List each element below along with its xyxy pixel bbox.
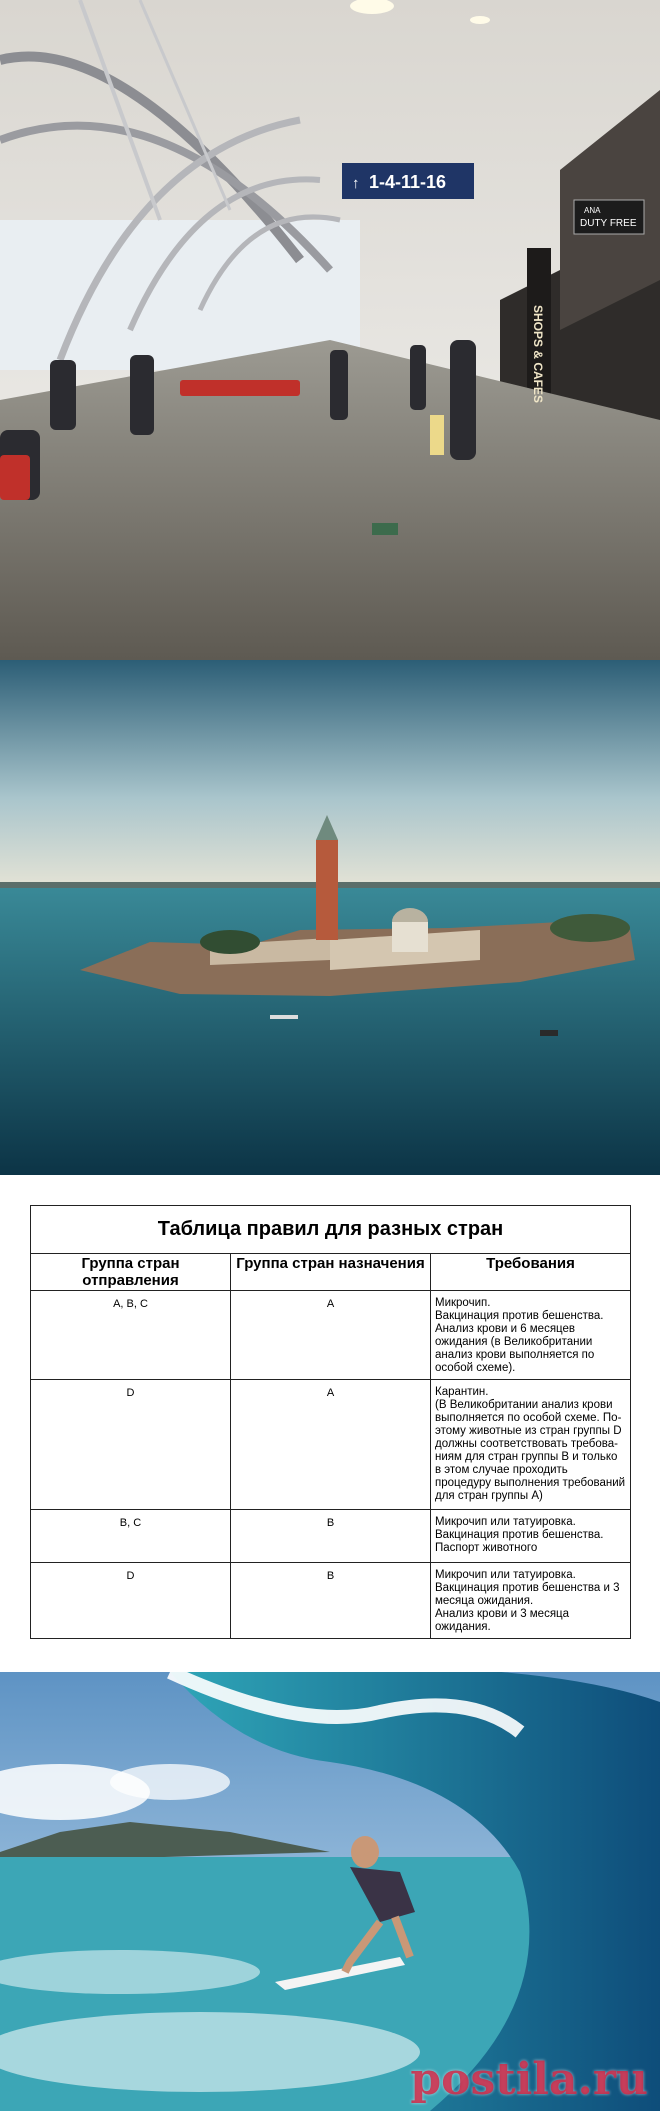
cell-requirements: Микрочип. Вакцинация против бешенства. Анализ крови и 6 месяцев ожидания (в Великобритании анализ крови выполняется по особой схеме).: [431, 1291, 631, 1380]
header-departure-group: Группа стран отправления: [31, 1254, 231, 1291]
table-title: Таблица правил для разных стран: [31, 1206, 631, 1254]
duty-free-sign: DUTY FREE: [580, 218, 637, 229]
airport-photo: [0, 0, 660, 660]
surf-illustration: [0, 1672, 660, 2111]
cell-departure-group: D: [31, 1380, 231, 1510]
shops-cafes-sign: SHOPS & CAFES: [531, 305, 545, 404]
cell-destination-group: B: [231, 1563, 431, 1639]
gate-sign-text: 1-4-11-16: [369, 172, 447, 192]
rules-table-container: [30, 1205, 630, 1639]
cell-requirements: Микрочип или татуировка. Вакцинация против бешенства и 3 месяца ожидания. Анализ крови и 3 месяца ожидания.: [431, 1563, 631, 1639]
cell-departure-group: D: [31, 1563, 231, 1639]
svg-text:ANA: ANA: [584, 206, 601, 215]
surf-photo: [0, 1672, 660, 2111]
cell-destination-group: B: [231, 1510, 431, 1563]
venice-illustration: [0, 660, 660, 1175]
cell-requirements: Микрочип или татуировка. Вакцинация против бешенства. Паспорт животного: [431, 1510, 631, 1563]
svg-text:↑: ↑: [352, 175, 360, 192]
watermark-logo: postila.ru: [410, 2054, 648, 2105]
header-requirements: Требования: [431, 1254, 631, 1291]
table-row: [31, 1510, 631, 1563]
header-destination-group: Группа стран назначения: [231, 1254, 431, 1291]
venice-photo: [0, 660, 660, 1175]
rules-table: [30, 1205, 631, 1639]
cell-destination-group: A: [231, 1380, 431, 1510]
table-row: [31, 1563, 631, 1639]
cell-destination-group: A: [231, 1291, 431, 1380]
table-row: [31, 1291, 631, 1380]
cell-departure-group: B, C: [31, 1510, 231, 1563]
cell-requirements: Карантин. (В Великобритании анализ крови выполняется по особой схеме. По-этому животные из стран группы D должны соответствовать требова-ниям для стран группы В и только в этом случае проходить процедуру выполнения требований для стран группы А): [431, 1380, 631, 1510]
cell-departure-group: A, B, C: [31, 1291, 231, 1380]
airport-illustration: [0, 0, 660, 660]
table-row: [31, 1380, 631, 1510]
